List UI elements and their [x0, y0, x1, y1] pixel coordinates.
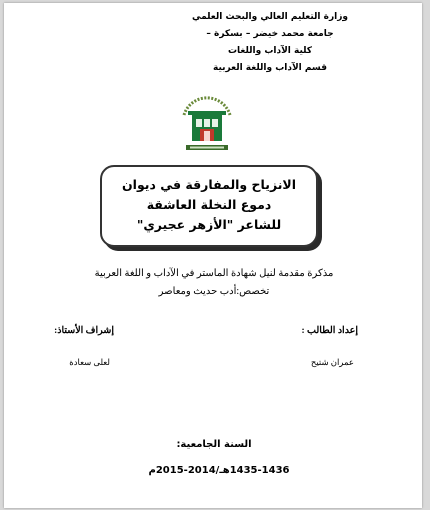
- title-line-3: للشاعر "الأزهر عجيري": [136, 217, 282, 232]
- supervisor-label: إشراف الأستاذ:: [54, 326, 114, 336]
- department-name: قسم الآداب واللغة العربية: [213, 63, 327, 73]
- title-line-2: دموع النخلة العاشقة: [146, 197, 272, 212]
- degree-statement: مذكرة مقدمة لنيل شهادة الماستر في الآداب و اللغة العربية: [94, 268, 334, 279]
- student-name: عمران شتيح: [310, 357, 354, 367]
- supervisor-name: لعلى سعادة: [69, 357, 110, 367]
- university-logo-icon: [178, 93, 236, 155]
- academic-year-value: 1435-1436هـ/2014-2015م: [148, 465, 290, 476]
- document-page: [4, 3, 422, 508]
- faculty-name: كلية الآداب واللغات: [227, 46, 313, 56]
- institution-header: [140, 9, 400, 77]
- university-name: جامعة محمد خيضر – بسكرة –: [206, 29, 334, 39]
- student-label: إعداد الطالب :: [301, 326, 358, 336]
- specialization: تخصص:أدب حديث ومعاصر: [158, 286, 270, 297]
- academic-year-label: السنة الجامعية:: [176, 439, 252, 450]
- thesis-description: [44, 265, 384, 301]
- thesis-title-box: [100, 165, 318, 247]
- title-line-1: الانزياح والمفارقة في ديوان: [121, 177, 297, 192]
- ministry-name: وزارة التعليم العالي والبحث العلمي: [191, 12, 349, 22]
